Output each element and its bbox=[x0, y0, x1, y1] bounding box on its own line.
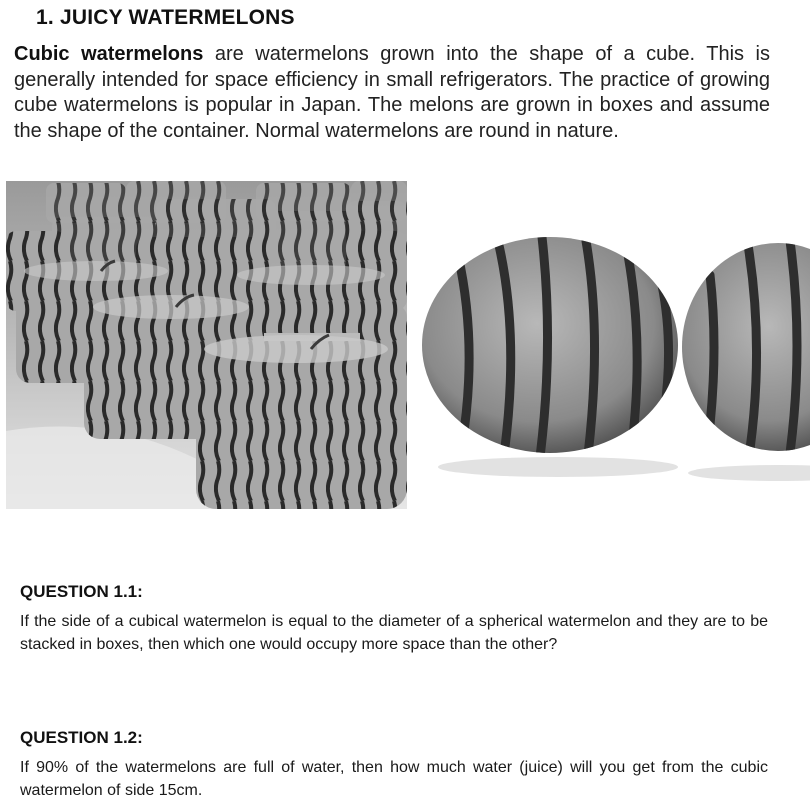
intro-text: are watermelons grown into the shape of a cube. This is generally intended for space efficiency in small refrigerators. The practice of growing cube watermelons is popular in Japan. The melons are grown in boxes and assume the shape of the container. Normal watermelons are round in nature. bbox=[14, 43, 771, 142]
cubic-watermelons-photo bbox=[6, 181, 407, 509]
question-1-2-label: QUESTION 1.2: bbox=[20, 728, 143, 747]
intro-bold-lead: Cubic watermelons bbox=[14, 43, 204, 65]
round-watermelons-photo bbox=[418, 235, 810, 490]
question-1-2-text: If 90% of the watermelons are full of water, then how much water (juice) will you get from the cubic watermelon of side 15cm. bbox=[20, 759, 768, 799]
page-title: 1. JUICY WATERMELONS bbox=[36, 6, 295, 29]
question-1-1-text: If the side of a cubical watermelon is equal to the diameter of a spherical watermelon and they are to be stacked in boxes, then which one would occupy more space than the other? bbox=[20, 613, 768, 653]
intro-paragraph bbox=[14, 42, 770, 144]
question-1-1-label: QUESTION 1.1: bbox=[20, 582, 143, 601]
